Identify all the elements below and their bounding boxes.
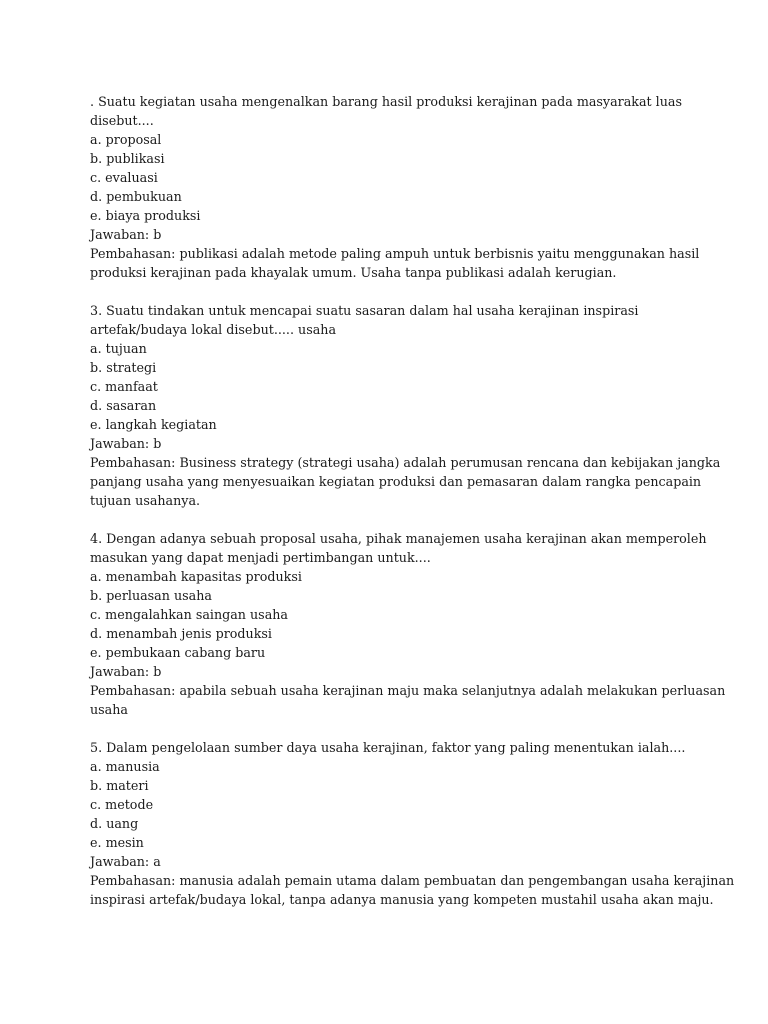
document-body	[90, 92, 735, 909]
question-block	[90, 529, 726, 719]
question-text: 5. Dalam pengelolaan sumber daya usaha kerajinan, faktor yang paling menentukan ialah....	[90, 740, 686, 755]
answer-option: b. publikasi	[90, 151, 165, 166]
answer-option: a. tujuan	[90, 341, 147, 356]
answer-option: a. manusia	[90, 759, 160, 774]
explanation-text: Pembahasan: publikasi adalah metode paling ampuh untuk berbisnis yaitu menggunakan hasil	[90, 246, 700, 261]
answer-option: c. mengalahkan saingan usaha	[90, 607, 288, 622]
question-block	[90, 301, 721, 510]
answer-option: e. pembukaan cabang baru	[90, 645, 266, 660]
explanation-text: tujuan usahanya.	[90, 493, 201, 508]
answer-option: b. strategi	[90, 360, 157, 375]
answer-option: c. manfaat	[90, 379, 158, 394]
question-block	[90, 738, 735, 909]
answer-option: d. pembukuan	[90, 189, 182, 204]
question-text: artefak/budaya lokal disebut..... usaha	[90, 322, 337, 337]
explanation-text: Pembahasan: apabila sebuah usaha kerajinan maju maka selanjutnya adalah melakukan perluasan	[90, 683, 726, 698]
question-text: . Suatu kegiatan usaha mengenalkan barang hasil produksi kerajinan pada masyarakat luas	[90, 94, 682, 109]
answer-key: Jawaban: b	[90, 436, 162, 451]
answer-option: d. menambah jenis produksi	[90, 626, 272, 641]
answer-option: e. biaya produksi	[90, 208, 201, 223]
question-text: 3. Suatu tindakan untuk mencapai suatu sasaran dalam hal usaha kerajinan inspirasi	[90, 303, 639, 318]
answer-option: b. materi	[90, 778, 149, 793]
explanation-text: Pembahasan: Business strategy (strategi usaha) adalah perumusan rencana dan kebijakan jangka	[90, 455, 721, 470]
question-block	[90, 92, 700, 282]
answer-option: b. perluasan usaha	[90, 588, 212, 603]
answer-option: a. menambah kapasitas produksi	[90, 569, 302, 584]
explanation-text: usaha	[90, 702, 128, 717]
answer-option: a. proposal	[90, 132, 162, 147]
answer-option: d. uang	[90, 816, 139, 831]
answer-key: Jawaban: a	[90, 854, 161, 869]
answer-option: e. mesin	[90, 835, 144, 850]
answer-key: Jawaban: b	[90, 664, 162, 679]
answer-option: c. evaluasi	[90, 170, 158, 185]
question-text: 4. Dengan adanya sebuah proposal usaha, pihak manajemen usaha kerajinan akan memperoleh	[90, 531, 707, 546]
explanation-text: Pembahasan: manusia adalah pemain utama dalam pembuatan dan pengembangan usaha kerajinan	[90, 873, 735, 888]
answer-key: Jawaban: b	[90, 227, 162, 242]
question-text: disebut....	[90, 113, 154, 128]
explanation-text: produksi kerajinan pada khayalak umum. Usaha tanpa publikasi adalah kerugian.	[90, 265, 617, 280]
answer-option: c. metode	[90, 797, 154, 812]
answer-option: d. sasaran	[90, 398, 157, 413]
question-text: masukan yang dapat menjadi pertimbangan untuk....	[90, 550, 431, 565]
explanation-text: panjang usaha yang menyesuaikan kegiatan produksi dan pemasaran dalam rangka pencapain	[90, 474, 702, 489]
answer-option: e. langkah kegiatan	[90, 417, 217, 432]
explanation-text: inspirasi artefak/budaya lokal, tanpa adanya manusia yang kompeten mustahil usaha akan maju.	[90, 892, 714, 907]
